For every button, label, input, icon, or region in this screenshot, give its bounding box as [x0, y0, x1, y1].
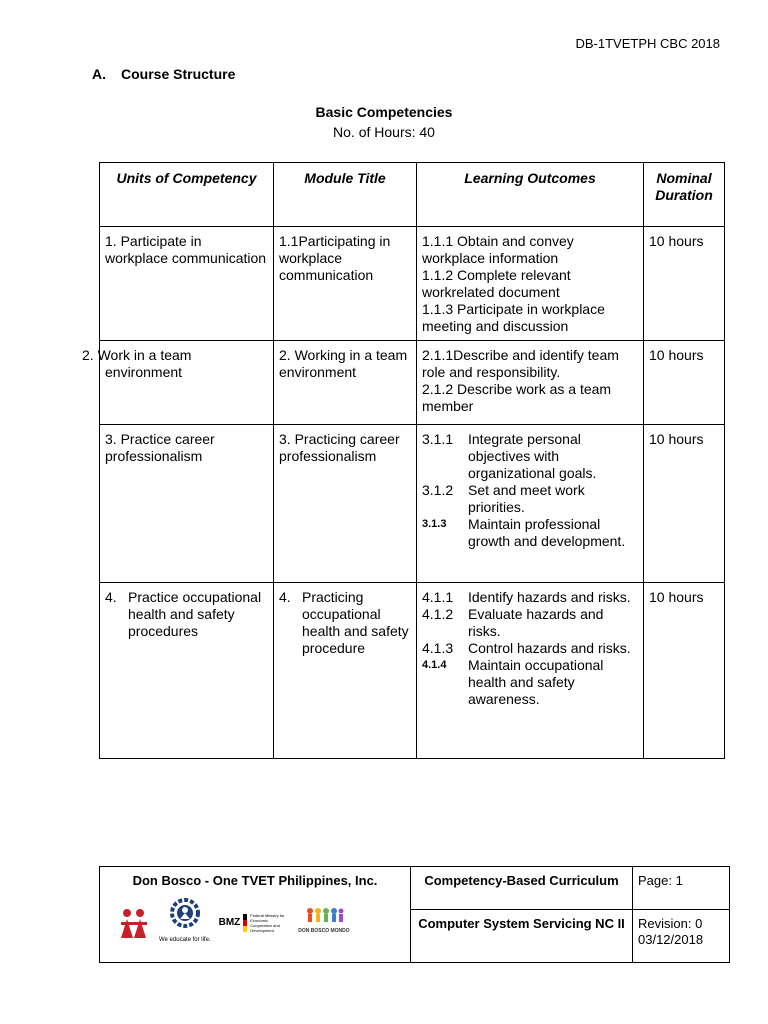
page-cell: Page: 1 — [633, 867, 730, 910]
section-title: Course Structure — [121, 66, 236, 82]
revision-cell — [633, 910, 730, 963]
section-heading — [92, 66, 235, 82]
don-bosco-logo — [117, 906, 151, 940]
table-row — [100, 341, 725, 425]
outcome-text: Identify hazards and risks. — [468, 589, 631, 605]
outcome-item: 1.1.2 Complete relevant workrelated document — [422, 267, 571, 300]
table-header-row — [100, 163, 725, 227]
unit-number: 4. — [105, 589, 117, 605]
document-code: DB-1TVETPH CBC 2018 — [575, 36, 720, 51]
outcome-item — [422, 589, 638, 606]
one-tvet-logo — [159, 897, 211, 948]
unit-cell: 1. Participate in workplace communication — [100, 227, 274, 341]
outcome-item — [422, 431, 638, 482]
mondo-label: DON BOSCO MONDO — [298, 927, 350, 934]
doc-type-cell: Competency-Based Curriculum — [411, 867, 633, 910]
outcome-text: Integrate personal objectives with organizational goals. — [468, 431, 597, 481]
outcome-text: Maintain professional growth and development. — [468, 516, 626, 549]
bmz-logo — [219, 913, 291, 933]
don-bosco-figures-icon — [117, 906, 151, 940]
outcomes-cell — [417, 425, 644, 583]
document-title: Basic Competencies — [315, 104, 453, 120]
outcome-text: Maintain occupational health and safety awareness. — [468, 657, 604, 707]
outcome-text: Control hazards and risks. — [468, 640, 631, 656]
outcome-number: 3.1.3 — [422, 518, 447, 530]
outcome-number: 4.1.1 — [422, 589, 454, 605]
table-row — [100, 583, 725, 759]
unit-cell: 3. Practice career professionalism — [100, 425, 274, 583]
outcome-number: 3.1.2 — [422, 482, 454, 498]
revision-date: 03/12/2018 — [638, 932, 704, 947]
hours-line: No. of Hours: 40 — [333, 124, 435, 140]
duration-cell: 10 hours — [644, 341, 725, 425]
outcome-number: 3.1.1 — [422, 431, 454, 447]
outcomes-cell — [417, 583, 644, 759]
module-text: Practicing occupational health and safety procedure — [302, 589, 409, 656]
outcome-item — [422, 640, 638, 657]
table-row — [100, 227, 725, 341]
outcome-item — [422, 516, 638, 550]
people-group-icon — [304, 907, 344, 923]
header-module: Module Title — [274, 163, 417, 227]
course-structure-table — [82, 162, 725, 759]
outcome-item — [422, 657, 638, 708]
organization-name: Don Bosco - One TVET Philippines, Inc. — [132, 873, 378, 888]
outcome-item: 2.1.2 Describe work as a team member — [422, 381, 612, 414]
outcome-number: 4.1.3 — [422, 640, 454, 656]
partner-logos — [105, 897, 405, 948]
bmz-label: BMZ — [218, 916, 241, 928]
module-cell — [274, 583, 417, 759]
german-flag-icon — [243, 914, 247, 932]
duration-cell: 10 hours — [644, 227, 725, 341]
footer-table — [99, 866, 730, 963]
organization-cell — [100, 867, 411, 963]
outcome-text: Set and meet work priorities. — [468, 482, 585, 515]
section-letter: A. — [92, 66, 106, 82]
module-number: 4. — [279, 589, 291, 605]
duration-cell: 10 hours — [644, 583, 725, 759]
don-bosco-mondo-logo — [298, 907, 349, 939]
unit-text: Practice occupational health and safety procedures — [128, 589, 262, 639]
outcome-item: 1.1.3 Participate in workplace meeting and discussion — [422, 301, 605, 334]
outcome-item: 2.1.1Describe and identify team role and responsibility. — [422, 347, 619, 380]
outcomes-cell — [417, 227, 644, 341]
outcome-number: 4.1.2 — [422, 606, 454, 622]
header-outcomes: Learning Outcomes — [417, 163, 644, 227]
header-duration: Nominal Duration — [644, 163, 725, 227]
logo-tagline: We educate for life. — [159, 937, 211, 943]
module-cell: 3. Practicing career professionalism — [274, 425, 417, 583]
unit-cell — [100, 583, 274, 759]
header-units: Units of Competency — [100, 163, 274, 227]
module-cell: 2. Working in a team environment — [274, 341, 417, 425]
outcome-text: Evaluate hazards and risks. — [468, 606, 604, 639]
outcomes-cell — [417, 341, 644, 425]
revision-label: Revision: 0 — [638, 916, 703, 931]
bmz-description: Federal Ministry for Economic Cooperation and Development — [250, 912, 285, 933]
outcome-number: 4.1.4 — [422, 659, 447, 671]
outcome-item: 1.1.1 Obtain and convey workplace information — [422, 233, 574, 266]
table-row — [100, 425, 725, 583]
course-name-cell: Computer System Servicing NC II — [411, 910, 633, 963]
unit-cell: 2. Work in a team environment — [100, 341, 274, 425]
duration-cell: 10 hours — [644, 425, 725, 583]
outcome-item — [422, 482, 638, 516]
outcome-item — [422, 606, 638, 640]
gear-icon — [165, 897, 205, 931]
title-block — [0, 104, 768, 140]
module-cell: 1.1Participating in workplace communication — [274, 227, 417, 341]
